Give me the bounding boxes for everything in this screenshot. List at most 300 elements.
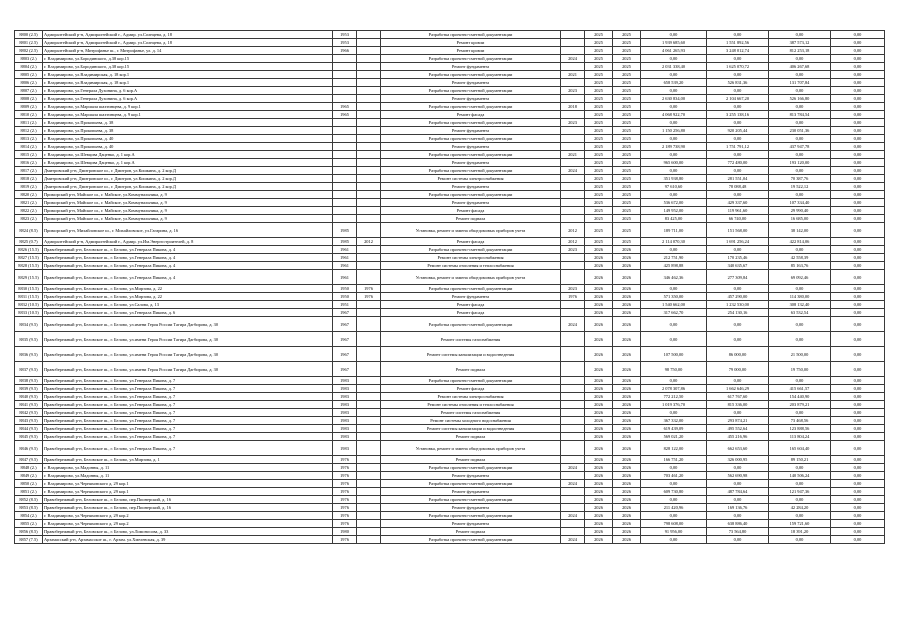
cell-owners-cost: 0,00: [769, 377, 831, 385]
cell-year-last-repair: [561, 347, 585, 362]
cell-total-cost: 1 540 662,00: [641, 301, 707, 309]
cell-year-overhaul: [357, 135, 381, 143]
cell-owners-cost: 0,00: [769, 496, 831, 504]
cell-plan-year-from: 2026: [585, 409, 613, 417]
cell-plan-year-from: 2025: [585, 215, 613, 223]
cell-fund-cost: 638 886,40: [707, 520, 769, 528]
cell-total-cost: 0,00: [641, 512, 707, 520]
cell-other-cost: 0,00: [831, 520, 885, 528]
cell-year-overhaul: [357, 127, 381, 135]
cell-other-cost: 0,00: [831, 480, 885, 488]
cell-year-last-repair: 2024: [561, 536, 585, 544]
cell-row-number: 8801 (2.5): [15, 39, 43, 47]
cell-plan-year-to: 2025: [613, 183, 641, 191]
cell-total-cost: 0,00: [641, 496, 707, 504]
cell-work-type: Установка, ремонт и замена общедомовых приборов учета: [381, 223, 561, 238]
cell-owners-cost: 131 707,84: [769, 79, 831, 87]
cell-year-overhaul: [357, 159, 381, 167]
cell-row-number: 8852 (8.5): [15, 496, 43, 504]
cell-row-number: 8848 (2.): [15, 464, 43, 472]
cell-plan-year-to: 2026: [613, 246, 641, 254]
cell-year-built: 1983: [333, 425, 357, 433]
cell-fund-cost: 1 551 892,56: [707, 39, 769, 47]
cell-owners-cost: 0,00: [769, 191, 831, 199]
cell-fund-cost: 1 662 646,29: [707, 385, 769, 393]
table-row: [15, 301, 885, 309]
cell-fund-cost: 170 235,46: [707, 254, 769, 262]
cell-year-overhaul: [357, 143, 381, 151]
cell-year-overhaul: [357, 528, 381, 536]
cell-row-number: 8840 (9.5): [15, 393, 43, 401]
cell-address: г. Владимирово, ул.Бородинского, д.38 кор.15: [43, 55, 333, 63]
cell-plan-year-to: 2025: [613, 159, 641, 167]
cell-plan-year-to: 2025: [613, 39, 641, 47]
cell-address: Правобережный р-н, Беловское ш., г. Белово, ул.имени Героя России Тагира Дагбирова, д. 30: [43, 332, 333, 347]
table-row: [15, 347, 885, 362]
table-row: [15, 103, 885, 111]
cell-plan-year-to: 2026: [613, 488, 641, 496]
cell-owners-cost: 123 888,56: [769, 425, 831, 433]
cell-address: г. Владимирово, ул.Маршала шахтинцева, д. 9 кор.1: [43, 103, 333, 111]
table-row: [15, 433, 885, 441]
cell-year-last-repair: 2023: [561, 87, 585, 95]
cell-work-type: Ремонт системы электроснабжения: [381, 254, 561, 262]
cell-address: г. Владимирово, ул.Мадонны, д. 11: [43, 472, 333, 480]
cell-fund-cost: 2 104 667,20: [707, 95, 769, 103]
cell-work-type: Ремонт фасада: [381, 238, 561, 246]
cell-plan-year-from: 2025: [585, 159, 613, 167]
cell-year-overhaul: [357, 520, 381, 528]
cell-year-last-repair: 2012: [561, 238, 585, 246]
table-row: [15, 167, 885, 175]
cell-year-overhaul: [357, 488, 381, 496]
cell-total-cost: 0,00: [641, 332, 707, 347]
table-row: [15, 95, 885, 103]
cell-address: г. Владимирово, ул.Владимирская, д. 18 кор.1: [43, 71, 333, 79]
cell-year-built: 1976: [333, 496, 357, 504]
cell-fund-cost: 815 336,00: [707, 401, 769, 409]
cell-plan-year-to: 2026: [613, 362, 641, 377]
cell-plan-year-from: 2026: [585, 254, 613, 262]
cell-year-built: [333, 151, 357, 159]
cell-plan-year-from: 2026: [585, 317, 613, 332]
cell-plan-year-from: 2025: [585, 207, 613, 215]
cell-row-number: 8851 (2.): [15, 488, 43, 496]
cell-total-cost: 317 662,70: [641, 309, 707, 317]
cell-year-overhaul: [357, 254, 381, 262]
cell-other-cost: 0,00: [831, 135, 885, 143]
cell-owners-cost: 387 573,12: [769, 39, 831, 47]
cell-row-number: 8822 (2.): [15, 207, 43, 215]
cell-plan-year-from: 2025: [585, 199, 613, 207]
cell-fund-cost: 455 216,96: [707, 433, 769, 441]
cell-year-built: 1985: [333, 238, 357, 246]
table-row: [15, 262, 885, 270]
cell-row-number: 8831 (15.5): [15, 293, 43, 301]
cell-plan-year-from: 2025: [585, 31, 613, 39]
cell-year-last-repair: 2024: [561, 55, 585, 63]
cell-total-cost: 0,00: [641, 119, 707, 127]
cell-plan-year-to: 2026: [613, 433, 641, 441]
cell-work-type: Ремонт фасада: [381, 309, 561, 317]
cell-fund-cost: 617 767,60: [707, 393, 769, 401]
cell-year-built: 1961: [333, 254, 357, 262]
cell-plan-year-to: 2026: [613, 270, 641, 285]
cell-owners-cost: 422 814,06: [769, 238, 831, 246]
cell-year-last-repair: [561, 393, 585, 401]
cell-plan-year-from: 2026: [585, 262, 613, 270]
cell-address: г. Владимирово, ул.Маршала шахтинцева, д. 9 кор.1: [43, 111, 333, 119]
cell-other-cost: 0,00: [831, 528, 885, 536]
cell-address: г. Владимирово, ул.Генерала Духонина, д. 6 кор.А: [43, 95, 333, 103]
cell-other-cost: 0,00: [831, 362, 885, 377]
cell-work-type: Ремонт фундамента: [381, 127, 561, 135]
cell-other-cost: 0,00: [831, 332, 885, 347]
cell-year-overhaul: [357, 347, 381, 362]
cell-total-cost: 965 600,00: [641, 159, 707, 167]
cell-total-cost: 346 462,36: [641, 270, 707, 285]
cell-total-cost: 2 078 307,86: [641, 385, 707, 393]
cell-owners-cost: 308 132,40: [769, 301, 831, 309]
cell-row-number: 8839 (9.5): [15, 385, 43, 393]
cell-other-cost: 0,00: [831, 464, 885, 472]
cell-address: Адмиралтейский р-н, Адмиралтейский г., Адмир. ул.Солнцева, д. 18: [43, 31, 333, 39]
cell-work-type: Разработка проектно-сметной документации: [381, 103, 561, 111]
cell-year-last-repair: [561, 520, 585, 528]
cell-year-built: 1951: [333, 301, 357, 309]
cell-year-overhaul: [357, 301, 381, 309]
cell-year-last-repair: [561, 472, 585, 480]
cell-total-cost: 1 150 256,80: [641, 127, 707, 135]
cell-work-type: Разработка проектно-сметной документации: [381, 119, 561, 127]
cell-other-cost: 0,00: [831, 409, 885, 417]
table-row: [15, 246, 885, 254]
cell-address: г. Владимирово, ул.Прокопьева, д. 38: [43, 127, 333, 135]
cell-work-type: Ремонт системы канализации и водоотведения: [381, 425, 561, 433]
cell-plan-year-to: 2026: [613, 301, 641, 309]
cell-row-number: 8814 (2.): [15, 143, 43, 151]
cell-plan-year-from: 2025: [585, 175, 613, 183]
cell-fund-cost: 0,00: [707, 246, 769, 254]
cell-total-cost: 0,00: [641, 87, 707, 95]
cell-row-number: 8842 (9.5): [15, 409, 43, 417]
cell-plan-year-from: 2025: [585, 87, 613, 95]
cell-fund-cost: 562 690,98: [707, 472, 769, 480]
cell-owners-cost: 121 947,36: [769, 488, 831, 496]
cell-year-built: [333, 95, 357, 103]
cell-year-last-repair: 2012: [561, 223, 585, 238]
cell-total-cost: 351 938,80: [641, 175, 707, 183]
cell-year-built: 1983: [333, 441, 357, 456]
cell-plan-year-from: 2026: [585, 433, 613, 441]
cell-plan-year-from: 2025: [585, 63, 613, 71]
cell-year-overhaul: [357, 425, 381, 433]
cell-address: г. Владимирово, ул.Шевцова Даценко, д. 1 кор.А: [43, 159, 333, 167]
cell-other-cost: 0,00: [831, 293, 885, 301]
cell-plan-year-from: 2026: [585, 377, 613, 385]
table-row: [15, 528, 885, 536]
table-row: [15, 409, 885, 417]
cell-plan-year-from: 2025: [585, 151, 613, 159]
cell-row-number: 8828 (15.5): [15, 262, 43, 270]
cell-owners-cost: 812 253,18: [769, 47, 831, 55]
cell-year-overhaul: 2012: [357, 238, 381, 246]
cell-other-cost: 0,00: [831, 417, 885, 425]
cell-plan-year-from: 2025: [585, 238, 613, 246]
cell-fund-cost: 0,00: [707, 464, 769, 472]
cell-other-cost: 0,00: [831, 183, 885, 191]
cell-fund-cost: 0,00: [707, 151, 769, 159]
cell-other-cost: 0,00: [831, 103, 885, 111]
cell-fund-cost: 0,00: [707, 191, 769, 199]
cell-owners-cost: 406 267,68: [769, 63, 831, 71]
cell-work-type: Ремонт системы газоснабжения: [381, 332, 561, 347]
cell-year-last-repair: [561, 159, 585, 167]
cell-other-cost: 0,00: [831, 536, 885, 544]
cell-row-number: 8845 (9.5): [15, 433, 43, 441]
cell-address: г. Владимирово, ул.Черняховского д. 29 кор.1: [43, 480, 333, 488]
cell-plan-year-to: 2025: [613, 151, 641, 159]
cell-year-overhaul: [357, 207, 381, 215]
cell-year-last-repair: 2021: [561, 71, 585, 79]
cell-other-cost: 0,00: [831, 317, 885, 332]
cell-year-last-repair: [561, 417, 585, 425]
table-row: [15, 401, 885, 409]
cell-address: Правобережный р-н, Беловское ш., г. Белово, ул.Генерала Пикона, д. 4: [43, 254, 333, 262]
cell-fund-cost: 0,00: [707, 480, 769, 488]
cell-year-built: 1976: [333, 480, 357, 488]
cell-plan-year-from: 2025: [585, 47, 613, 55]
cell-work-type: Разработка проектно-сметной документации: [381, 496, 561, 504]
cell-row-number: 8847 (9.5): [15, 456, 43, 464]
cell-plan-year-from: 2026: [585, 504, 613, 512]
cell-year-overhaul: [357, 472, 381, 480]
cell-year-last-repair: [561, 504, 585, 512]
cell-owners-cost: 415 661,57: [769, 385, 831, 393]
cell-fund-cost: 0,00: [707, 317, 769, 332]
cell-fund-cost: 772 480,00: [707, 159, 769, 167]
cell-address: Правобережный р-н, Беловское ш., г. Белово, ул.Генерала Пикона, д. 7: [43, 433, 333, 441]
cell-total-cost: 98 750,00: [641, 362, 707, 377]
cell-other-cost: 0,00: [831, 456, 885, 464]
cell-work-type: Ремонт фасада: [381, 301, 561, 309]
table-row: [15, 480, 885, 488]
cell-other-cost: 0,00: [831, 285, 885, 293]
cell-address: Правобережный р-н, Беловское ш., г. Белово, ул.Салова, д. 13: [43, 301, 333, 309]
cell-total-cost: 367 332,00: [641, 417, 707, 425]
cell-row-number: 8853 (8.5): [15, 504, 43, 512]
cell-plan-year-to: 2026: [613, 504, 641, 512]
cell-address: Дмитровский р-н, Дмитровское ш., г. Дмитров, ул.Кошкина, д. 2 кор.Д: [43, 175, 333, 183]
cell-year-built: 1983: [333, 385, 357, 393]
cell-plan-year-from: 2025: [585, 79, 613, 87]
cell-plan-year-to: 2026: [613, 309, 641, 317]
cell-owners-cost: 0,00: [769, 246, 831, 254]
cell-year-overhaul: [357, 39, 381, 47]
cell-year-overhaul: [357, 433, 381, 441]
cell-total-cost: 4 061 265,93: [641, 47, 707, 55]
cell-plan-year-from: 2026: [585, 528, 613, 536]
cell-address: Приморский р-н, Майское ш., г. Майское, ул.Коммунальника, д. 9: [43, 215, 333, 223]
cell-year-overhaul: [357, 79, 381, 87]
cell-other-cost: 0,00: [831, 393, 885, 401]
cell-year-built: [333, 63, 357, 71]
cell-year-last-repair: [561, 143, 585, 151]
cell-plan-year-from: 2026: [585, 480, 613, 488]
cell-total-cost: 149 952,00: [641, 207, 707, 215]
table-row: [15, 254, 885, 262]
cell-year-overhaul: [357, 71, 381, 79]
cell-address: Правобережный р-н, Беловское ш., г. Белово, ул.Генерала Пикона, д. 7: [43, 385, 333, 393]
cell-work-type: Ремонт фундамента: [381, 472, 561, 480]
cell-address: Правобережный р-н, Беловское ш., г. Белово, ул.Генерала Пикона, д. 4: [43, 262, 333, 270]
cell-address: Приморский р-н, Майское ш., г. Майское, ул.Коммунальника, д. 9: [43, 199, 333, 207]
cell-plan-year-to: 2025: [613, 238, 641, 246]
cell-work-type: Разработка проектно-сметной документации: [381, 191, 561, 199]
cell-plan-year-from: 2025: [585, 39, 613, 47]
cell-row-number: 8844 (9.5): [15, 425, 43, 433]
cell-address: г. Владимирово, ул.Мадонны, д. 11: [43, 464, 333, 472]
cell-address: Адмиралтейский р-н, Митрофанье ш., г. Митрофанье, ул. д. 14: [43, 47, 333, 55]
cell-plan-year-from: 2026: [585, 293, 613, 301]
cell-other-cost: 0,00: [831, 71, 885, 79]
cell-total-cost: 0,00: [641, 317, 707, 332]
cell-other-cost: 0,00: [831, 441, 885, 456]
cell-fund-cost: 281 551,04: [707, 175, 769, 183]
cell-year-last-repair: [561, 199, 585, 207]
cell-year-built: 1976: [333, 464, 357, 472]
cell-total-cost: 536 672,00: [641, 199, 707, 207]
cell-plan-year-to: 2026: [613, 425, 641, 433]
cell-owners-cost: 0,00: [769, 536, 831, 544]
table-row: [15, 362, 885, 377]
cell-other-cost: 0,00: [831, 433, 885, 441]
cell-owners-cost: 114 380,00: [769, 293, 831, 301]
register-sheet: [14, 30, 884, 544]
cell-other-cost: 0,00: [831, 63, 885, 71]
cell-fund-cost: 920 205,44: [707, 127, 769, 135]
cell-owners-cost: 63 532,54: [769, 309, 831, 317]
cell-owners-cost: 0,00: [769, 464, 831, 472]
cell-other-cost: 0,00: [831, 270, 885, 285]
cell-total-cost: 4 068 922,70: [641, 111, 707, 119]
cell-fund-cost: 78 088,48: [707, 183, 769, 191]
cell-year-overhaul: [357, 87, 381, 95]
cell-plan-year-from: 2026: [585, 536, 613, 544]
cell-work-type: Ремонт фасада: [381, 385, 561, 393]
cell-fund-cost: 0,00: [707, 536, 769, 544]
table-row: [15, 377, 885, 385]
cell-plan-year-to: 2026: [613, 528, 641, 536]
cell-plan-year-to: 2026: [613, 385, 641, 393]
cell-row-number: 8857 (7.5): [15, 536, 43, 544]
cell-year-last-repair: [561, 401, 585, 409]
cell-row-number: 8816 (2.): [15, 159, 43, 167]
cell-plan-year-from: 2025: [585, 135, 613, 143]
cell-work-type: Ремонт фундамента: [381, 183, 561, 191]
cell-other-cost: 0,00: [831, 215, 885, 223]
cell-year-last-repair: [561, 254, 585, 262]
cell-plan-year-to: 2026: [613, 393, 641, 401]
cell-year-last-repair: [561, 175, 585, 183]
table-row: [15, 135, 885, 143]
cell-plan-year-to: 2026: [613, 293, 641, 301]
cell-plan-year-from: 2025: [585, 127, 613, 135]
table-row: [15, 151, 885, 159]
cell-total-cost: 212 751,90: [641, 254, 707, 262]
table-row: [15, 285, 885, 293]
cell-owners-cost: 140 506,24: [769, 472, 831, 480]
cell-fund-cost: 0,00: [707, 512, 769, 520]
table-row: [15, 111, 885, 119]
cell-owners-cost: 0,00: [769, 167, 831, 175]
cell-owners-cost: 85 163,76: [769, 262, 831, 270]
table-row: [15, 496, 885, 504]
cell-year-last-repair: [561, 215, 585, 223]
cell-work-type: Разработка проектно-сметной документации: [381, 285, 561, 293]
cell-year-built: 1961: [333, 270, 357, 285]
cell-owners-cost: 0,00: [769, 317, 831, 332]
cell-address: Приморский р-н, Майское ш., г. Майское, ул.Коммунальника, д. 9: [43, 191, 333, 199]
cell-total-cost: 189 711,00: [641, 223, 707, 238]
cell-plan-year-from: 2026: [585, 246, 613, 254]
cell-other-cost: 0,00: [831, 401, 885, 409]
cell-plan-year-to: 2026: [613, 332, 641, 347]
cell-work-type: Ремонт системы электроснабжения: [381, 393, 561, 401]
cell-year-built: [333, 143, 357, 151]
cell-row-number: 8821 (2.): [15, 199, 43, 207]
cell-year-overhaul: [357, 191, 381, 199]
cell-row-number: 8835 (9.5): [15, 332, 43, 347]
cell-other-cost: 0,00: [831, 504, 885, 512]
cell-fund-cost: 0,00: [707, 332, 769, 347]
cell-year-overhaul: [357, 504, 381, 512]
cell-year-built: 1966: [333, 47, 357, 55]
cell-address: Правобережный р-н, Беловское ш., г. Белово, ул.Генерала Пикона, д. 7: [43, 401, 333, 409]
cell-owners-cost: 0,00: [769, 151, 831, 159]
cell-work-type: Ремонт подвала: [381, 528, 561, 536]
cell-plan-year-from: 2025: [585, 119, 613, 127]
cell-address: Правобережный р-н, Беловское ш., г. Белово, ул.Генерала Пикона, д. 4: [43, 270, 333, 285]
cell-plan-year-from: 2026: [585, 347, 613, 362]
cell-total-cost: 0,00: [641, 464, 707, 472]
table-row: [15, 293, 885, 301]
cell-plan-year-from: 2025: [585, 183, 613, 191]
cell-other-cost: 0,00: [831, 199, 885, 207]
cell-fund-cost: 66 740,00: [707, 215, 769, 223]
table-row: [15, 87, 885, 95]
cell-row-number: 8834 (9.5): [15, 317, 43, 332]
cell-other-cost: 0,00: [831, 223, 885, 238]
cell-year-built: [333, 199, 357, 207]
cell-year-last-repair: 2024: [561, 167, 585, 175]
cell-total-cost: 1 019 376,70: [641, 401, 707, 409]
cell-total-cost: 97 610,60: [641, 183, 707, 191]
cell-year-overhaul: [357, 55, 381, 63]
cell-total-cost: 2 114 070,30: [641, 238, 707, 246]
cell-plan-year-to: 2026: [613, 285, 641, 293]
cell-address: г. Владимирово, ул.Черняховского д. 29 кор.2: [43, 520, 333, 528]
cell-work-type: Разработка проектно-сметной документации: [381, 167, 561, 175]
cell-year-last-repair: [561, 301, 585, 309]
cell-fund-cost: 429 337,60: [707, 199, 769, 207]
cell-owners-cost: 437 947,78: [769, 143, 831, 151]
cell-year-last-repair: 1976: [561, 293, 585, 301]
cell-plan-year-to: 2026: [613, 377, 641, 385]
cell-year-overhaul: [357, 215, 381, 223]
cell-year-built: 1967: [333, 362, 357, 377]
cell-address: Правобережный р-н, Беловское ш., г. Белово, ул.имени Героя России Тагира Дагбирова, д. 30: [43, 317, 333, 332]
